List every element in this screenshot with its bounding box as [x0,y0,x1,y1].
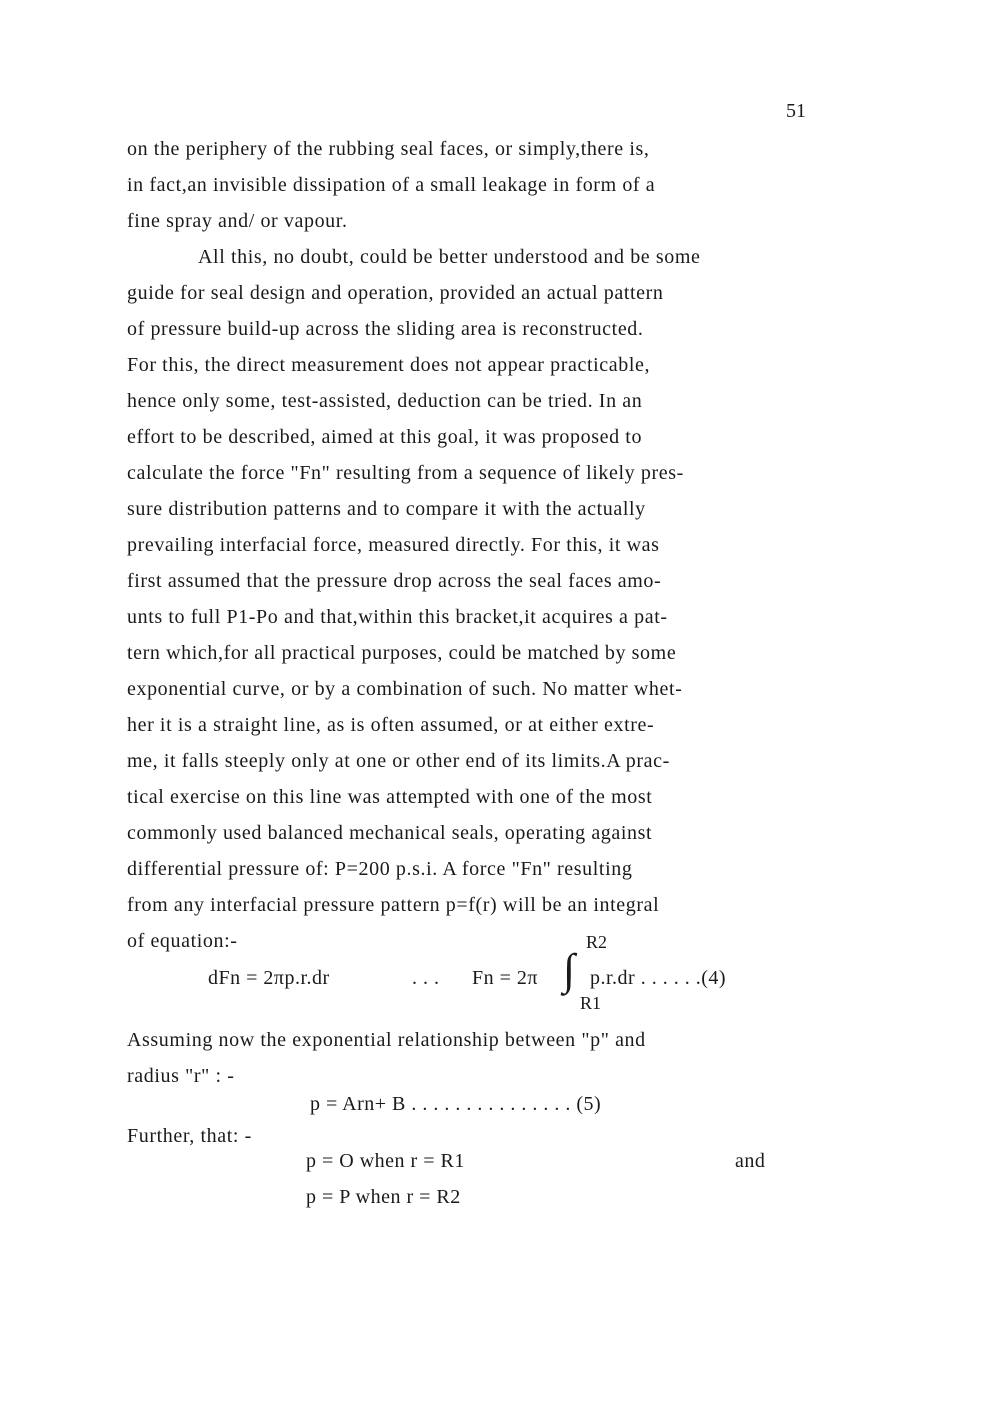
page-number: 51 [786,100,806,122]
text-line: radius "r" : - [127,1065,235,1087]
text-line: first assumed that the pressure drop across the seal faces amo- [127,570,662,592]
text-line: For this, the direct measurement does not appear practicable, [127,354,651,376]
integral-upper-limit: R2 [586,932,608,952]
text-line: unts to full P1-Po and that,within this bracket,it acquires a pat- [127,606,668,628]
text-line: All this, no doubt, could be better understood and be some [198,246,701,268]
text-line: prevailing interfacial force, measured directly. For this, it was [127,534,660,556]
equation-4-right: Fn = 2π [472,967,538,989]
text-line: hence only some, test-assisted, deduction can be tried. In an [127,390,643,412]
equation-4-left: dFn = 2πp.r.dr [208,967,330,989]
text-line: effort to be described, aimed at this goal, it was proposed to [127,426,643,448]
integral-lower-limit: R1 [580,993,602,1013]
text-line: of equation:- [127,930,238,952]
text-line: commonly used balanced mechanical seals, operating against [127,822,653,844]
condition-2: p = P when r = R2 [306,1186,461,1208]
text-line: sure distribution patterns and to compare it with the actually [127,498,646,520]
text-line: tical exercise on this line was attempted with one of the most [127,786,653,808]
text-line: me, it falls steeply only at one or other end of its limits.A prac- [127,750,670,772]
text-line: exponential curve, or by a combination of such. No matter whet- [127,678,683,700]
text-line: Assuming now the exponential relationship between "p" and [127,1029,646,1051]
text-line: guide for seal design and operation, provided an actual pattern [127,282,664,304]
condition-1: p = O when r = R1 [306,1150,465,1172]
text-line: of pressure build-up across the sliding area is reconstructed. [127,318,644,340]
text-line: tern which,for all practical purposes, could be matched by some [127,642,677,664]
equation-4-dots: . . . [412,967,440,989]
condition-and: and [735,1150,766,1172]
text-line: fine spray and/ or vapour. [127,210,348,232]
text-line: Further, that: - [127,1125,252,1147]
text-line: from any interfacial pressure pattern p=f(r) will be an integral [127,894,660,916]
text-line: her it is a straight line, as is often assumed, or at either extre- [127,714,655,736]
text-line: differential pressure of: P=200 p.s.i. A force "Fn" resulting [127,858,633,880]
text-line: calculate the force "Fn" resulting from a sequence of likely pres- [127,462,684,484]
text-line: on the periphery of the rubbing seal faces, or simply,there is, [127,138,650,160]
integral-sign: ∫ [563,945,576,994]
equation-5: p = Arn+ B . . . . . . . . . . . . . . . (5) [310,1093,602,1115]
text-line: in fact,an invisible dissipation of a small leakage in form of a [127,174,656,196]
equation-4-integrand: p.r.dr . . . . . .(4) [590,967,727,989]
